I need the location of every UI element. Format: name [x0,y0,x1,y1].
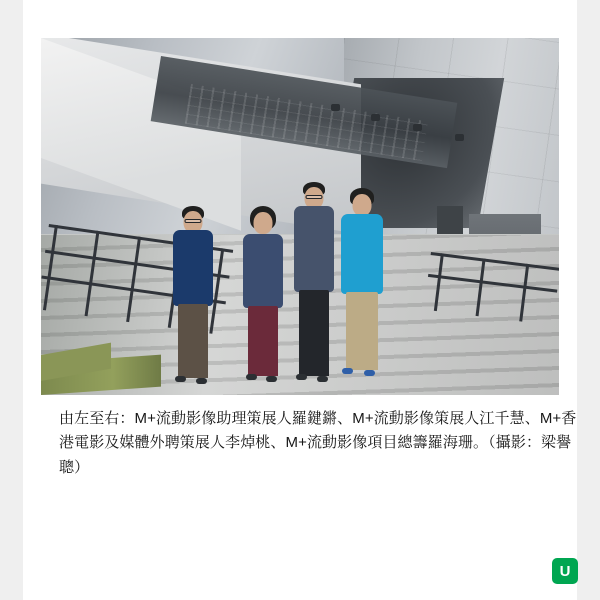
photo-ceiling-lamp [413,124,422,131]
figure-caption: 由左至右：M+流動影像助理策展人羅鍵鏘、M+流動影像策展人江千慧、M+香港電影及媒體外聘策展人李焯桃、M+流動影像項目總籌羅海珊。（攝影：梁譽聰） [59,410,577,476]
photo-ceiling-lamp [371,114,380,121]
person-1-lo-kin-cheung [169,206,217,388]
person-4-lo-hoi-shan [337,188,387,386]
page-right-margin [577,0,600,600]
group-photo[interactable] [41,38,559,395]
article-figure [41,38,577,480]
article-content [23,0,577,600]
unwire-logo-icon: U [552,558,578,584]
content-top-spacer [23,0,577,38]
person-2-kong-chin-wai [239,206,287,386]
photo-ceiling-lamp [331,104,340,111]
person-3-li-cheuk-to [289,182,339,388]
site-logo[interactable] [552,558,578,584]
page-left-margin [0,0,23,600]
photo-ceiling-lamp [455,134,464,141]
